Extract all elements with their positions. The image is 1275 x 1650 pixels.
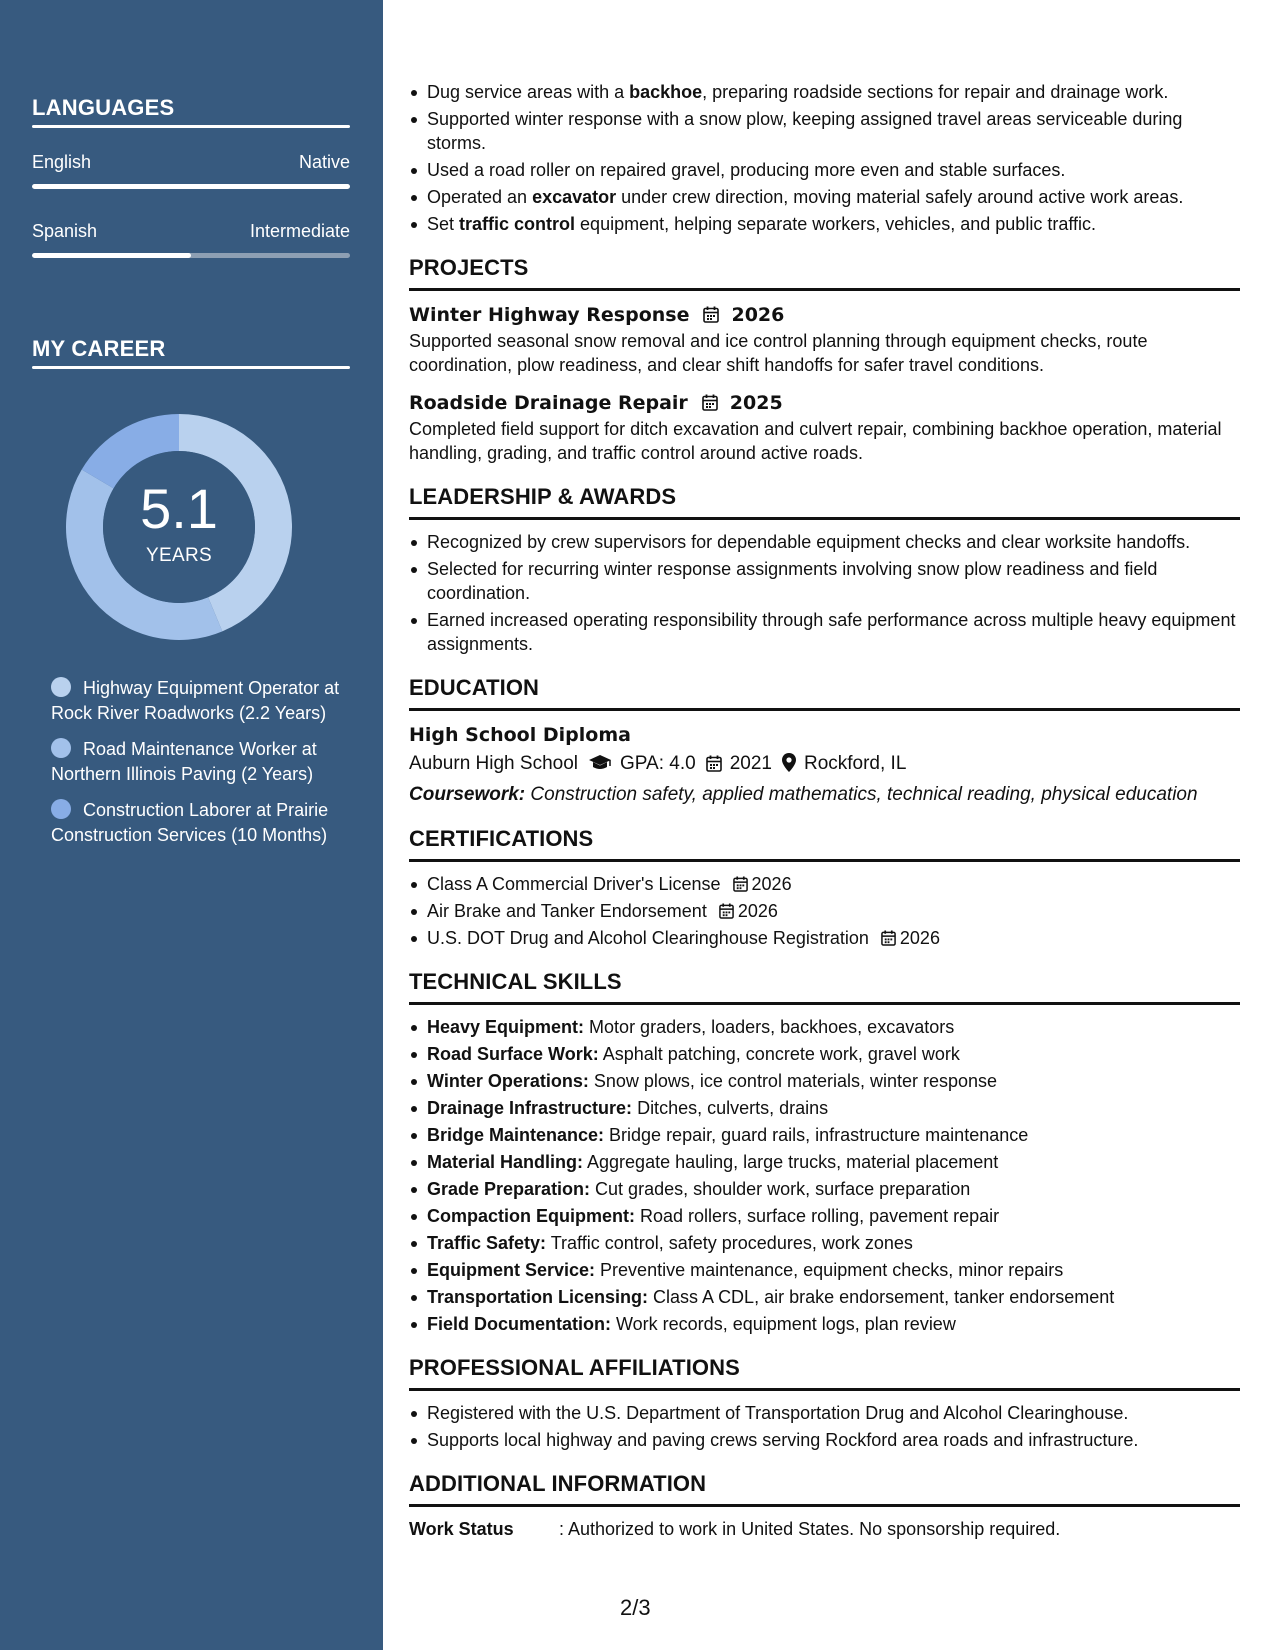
career-dot-icon bbox=[51, 738, 71, 758]
certification-item: Air Brake and Tanker Endorsement 2026 bbox=[409, 899, 1240, 923]
skill-value: Cut grades, shoulder work, surface preparation bbox=[590, 1179, 971, 1199]
experience-bullet: Operated an excavator under crew direction, moving material safely around active work areas. bbox=[409, 185, 1240, 209]
certifications-list bbox=[409, 872, 1240, 950]
language-name: English bbox=[32, 152, 92, 172]
project-year: 2026 bbox=[731, 304, 785, 326]
project-year: 2025 bbox=[729, 392, 783, 414]
skill-label: Field Documentation: bbox=[427, 1314, 611, 1334]
project-title: Roadside Drainage Repair 2025 bbox=[409, 392, 783, 414]
certification-item: U.S. DOT Drug and Alcohol Clearinghouse Registration 2026 bbox=[409, 926, 1240, 950]
skill-label: Grade Preparation: bbox=[427, 1179, 591, 1199]
career-list bbox=[51, 676, 351, 859]
experience-bullet: Dug service areas with a backhoe, preparing roadside sections for repair and drainage work. bbox=[409, 80, 1240, 104]
calendar-icon bbox=[733, 876, 748, 892]
language-bar-spanish bbox=[32, 253, 350, 258]
project-description: Supported seasonal snow removal and ice control planning through equipment checks, route coordination, plow readiness, and clear shift handoffs for safer travel conditions. bbox=[409, 331, 1148, 375]
skill-label: Material Handling: bbox=[427, 1152, 584, 1172]
language-row-spanish bbox=[32, 221, 350, 242]
affiliations-list bbox=[409, 1401, 1240, 1452]
leadership-heading: LEADERSHIP & AWARDS bbox=[409, 483, 1240, 520]
main-content bbox=[409, 80, 1240, 1541]
languages-heading-rule bbox=[32, 125, 350, 128]
language-level: Intermediate bbox=[249, 221, 350, 241]
leadership-item: Earned increased operating responsibility through safe performance across multiple heavy equipment assignments. bbox=[409, 608, 1240, 656]
career-heading-rule bbox=[32, 366, 350, 369]
skill-item bbox=[409, 1015, 1240, 1039]
skill-label: Compaction Equipment: bbox=[427, 1206, 635, 1226]
project-item bbox=[409, 301, 1240, 377]
skill-value: Snow plows, ice control materials, winter response bbox=[588, 1071, 998, 1091]
career-heading: MY CAREER bbox=[32, 336, 166, 361]
career-item-text: Highway Equipment Operator at Rock River Roadworks (2.2 Years) bbox=[51, 678, 340, 723]
career-donut-chart bbox=[66, 414, 292, 640]
coursework-label: Coursework: bbox=[409, 784, 526, 805]
skill-value: Asphalt patching, concrete work, gravel work bbox=[598, 1044, 960, 1064]
language-row-english bbox=[32, 152, 350, 173]
education-meta bbox=[409, 749, 1240, 779]
skill-item bbox=[409, 1285, 1240, 1309]
calendar-icon bbox=[719, 903, 734, 919]
skill-value: Traffic control, safety procedures, work zones bbox=[546, 1233, 913, 1253]
location-pin-icon bbox=[782, 753, 796, 772]
affiliation-item: Registered with the U.S. Department of Transportation Drug and Alcohol Clearinghouse. bbox=[409, 1401, 1240, 1425]
calendar-icon bbox=[702, 394, 718, 411]
skill-label: Heavy Equipment: bbox=[427, 1017, 585, 1037]
career-dot-icon bbox=[51, 677, 71, 697]
graduation-year: 2021 bbox=[729, 753, 772, 774]
experience-bullet: Supported winter response with a snow plow, keeping assigned travel areas serviceable during storms. bbox=[409, 107, 1240, 155]
affiliations-heading: PROFESSIONAL AFFILIATIONS bbox=[409, 1354, 1240, 1391]
work-status-label: Work Status bbox=[409, 1519, 514, 1539]
school-location: Rockford, IL bbox=[803, 753, 907, 774]
skill-label: Drainage Infrastructure: bbox=[427, 1098, 633, 1118]
skill-label: Road Surface Work: bbox=[427, 1044, 599, 1064]
experience-bullets bbox=[409, 80, 1240, 236]
education-heading: EDUCATION bbox=[409, 674, 1240, 711]
skill-label: Traffic Safety: bbox=[427, 1233, 547, 1253]
skills-heading: TECHNICAL SKILLS bbox=[409, 968, 1240, 1005]
additional-heading: ADDITIONAL INFORMATION bbox=[409, 1470, 1240, 1507]
skill-value: Road rollers, surface rolling, pavement repair bbox=[635, 1206, 1000, 1226]
calendar-icon bbox=[706, 755, 722, 772]
skill-label: Winter Operations: bbox=[427, 1071, 589, 1091]
project-item bbox=[409, 389, 1240, 465]
experience-bullet: Set traffic control equipment, helping separate workers, vehicles, and public traffic. bbox=[409, 212, 1240, 236]
career-item bbox=[51, 798, 351, 847]
skill-item bbox=[409, 1069, 1240, 1093]
skill-value: Motor graders, loaders, backhoes, excavators bbox=[584, 1017, 955, 1037]
calendar-icon bbox=[703, 306, 719, 323]
language-bar-english bbox=[32, 184, 350, 189]
skill-label: Transportation Licensing: bbox=[427, 1287, 649, 1307]
career-item-text: Road Maintenance Worker at Northern Illinois Paving (2 Years) bbox=[51, 739, 317, 784]
certification-item: Class A Commercial Driver's License 2026 bbox=[409, 872, 1240, 896]
language-bar-fill bbox=[32, 253, 191, 258]
skill-item bbox=[409, 1258, 1240, 1282]
project-description: Completed field support for ditch excavation and culvert repair, combining backhoe operation, material handling, grading, and traffic control around active roads. bbox=[409, 419, 1222, 463]
skill-label: Bridge Maintenance: bbox=[427, 1125, 605, 1145]
coursework-text: Construction safety, applied mathematics, technical reading, physical education bbox=[525, 784, 1198, 805]
graduation-cap-icon bbox=[588, 754, 612, 772]
career-dot-icon bbox=[51, 799, 71, 819]
donut-center bbox=[66, 414, 292, 640]
skill-item bbox=[409, 1150, 1240, 1174]
page-number: 2/3 bbox=[620, 1595, 651, 1620]
skill-value: Preventive maintenance, equipment checks, minor repairs bbox=[595, 1260, 1064, 1280]
language-name: Spanish bbox=[32, 221, 98, 241]
career-item bbox=[51, 676, 351, 725]
work-status-value: : Authorized to work in United States. No sponsorship required. bbox=[559, 1519, 1061, 1539]
leadership-list bbox=[409, 530, 1240, 656]
career-item bbox=[51, 737, 351, 786]
skills-list bbox=[409, 1015, 1240, 1336]
certifications-heading: CERTIFICATIONS bbox=[409, 825, 1240, 862]
language-bar-fill bbox=[32, 184, 350, 189]
skill-value: Work records, equipment logs, plan review bbox=[611, 1314, 956, 1334]
school-name: Auburn High School bbox=[409, 753, 578, 774]
skill-value: Bridge repair, guard rails, infrastructure maintenance bbox=[604, 1125, 1029, 1145]
calendar-icon bbox=[881, 930, 896, 946]
affiliation-item: Supports local highway and paving crews serving Rockford area roads and infrastructure. bbox=[409, 1428, 1240, 1452]
career-total-years: 5.1 bbox=[140, 477, 218, 540]
career-total-unit: YEARS bbox=[146, 545, 212, 566]
skill-item bbox=[409, 1177, 1240, 1201]
skill-item bbox=[409, 1204, 1240, 1228]
experience-bullet: Used a road roller on repaired gravel, producing more even and stable surfaces. bbox=[409, 158, 1240, 182]
career-item-text: Construction Laborer at Prairie Construction Services (10 Months) bbox=[51, 800, 329, 845]
skill-item bbox=[409, 1312, 1240, 1336]
projects-heading: PROJECTS bbox=[409, 254, 1240, 291]
sidebar bbox=[0, 0, 383, 1650]
language-level: Native bbox=[298, 152, 350, 172]
leadership-item: Selected for recurring winter response assignments involving snow plow readiness and field coordination. bbox=[409, 557, 1240, 605]
skill-item bbox=[409, 1042, 1240, 1066]
gpa: GPA: 4.0 bbox=[620, 753, 696, 774]
skill-value: Class A CDL, air brake endorsement, tanker endorsement bbox=[648, 1287, 1115, 1307]
skill-item bbox=[409, 1096, 1240, 1120]
degree-title: High School Diploma bbox=[409, 724, 631, 746]
leadership-item: Recognized by crew supervisors for dependable equipment checks and clear worksite handoffs. bbox=[409, 530, 1240, 554]
project-title: Winter Highway Response 2026 bbox=[409, 304, 785, 326]
skill-item bbox=[409, 1231, 1240, 1255]
skill-value: Aggregate hauling, large trucks, material placement bbox=[583, 1152, 999, 1172]
skill-value: Ditches, culverts, drains bbox=[632, 1098, 829, 1118]
skill-label: Equipment Service: bbox=[427, 1260, 596, 1280]
skill-item bbox=[409, 1123, 1240, 1147]
coursework bbox=[409, 783, 1240, 807]
languages-heading: LANGUAGES bbox=[32, 95, 175, 120]
work-status-row bbox=[409, 1517, 1240, 1541]
